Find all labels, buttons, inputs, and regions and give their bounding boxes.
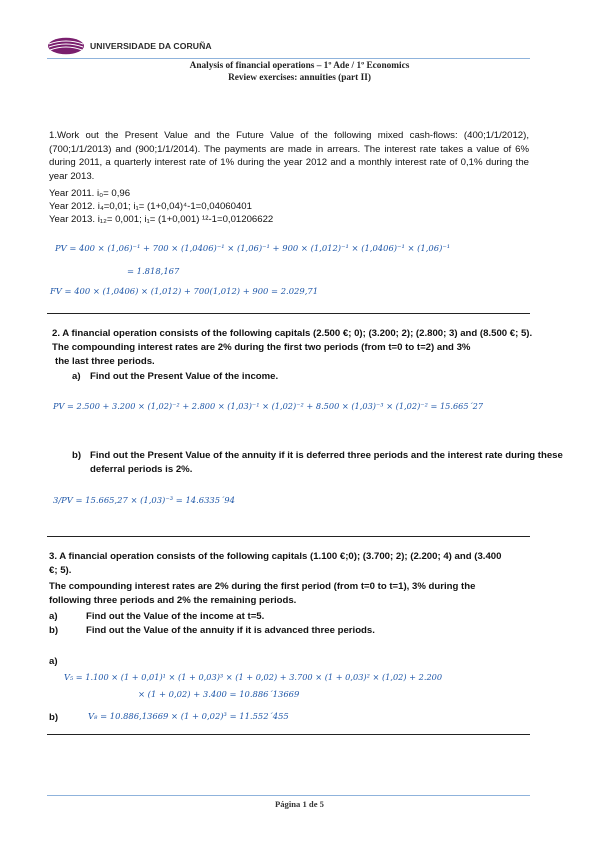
exercise1-rate-2011: Year 2011. i₀= 0,96 bbox=[49, 188, 131, 199]
university-logo bbox=[47, 37, 85, 55]
page-number: Página 1 de 5 bbox=[275, 799, 324, 809]
exercise2-b-label: b) bbox=[72, 450, 82, 461]
exercise2-a-label: a) bbox=[72, 371, 81, 382]
document-title: Analysis of financial operations – 1º Ade / 1º Economics bbox=[189, 61, 410, 71]
section-divider bbox=[47, 734, 530, 735]
university-name: UNIVERSIDADE DA CORUÑA bbox=[90, 41, 212, 51]
exercise2-a-formula: PV = 2.500 + 3.200 × (1,02)⁻² + 2.800 × (1,03)⁻¹ × (1,02)⁻² + 8.500 × (1,03)⁻³ × (1,02)⁻² = 15.665´27 bbox=[53, 401, 484, 411]
exercise3-b-label: b) bbox=[49, 625, 59, 636]
exercise3-answer-b-formula: V₈ = 10.886,13669 × (1 + 0,02)³ = 11.552´455 bbox=[88, 711, 289, 721]
exercise1-rate-2013: Year 2013. i₁₂= 0,001; i₁= (1+0,001) ¹²-1=0,01206622 bbox=[49, 214, 274, 225]
exercise2-statement-line1: 2. A financial operation consists of the following capitals (2.500 €; 0); (3.200; 2); (2.800; 3) and (8.500 €; 5). bbox=[52, 328, 533, 339]
document-subtitle: Review exercises: annuities (part II) bbox=[228, 73, 371, 83]
exercise3-answer-a-formula1: V₅ = 1.100 × (1 + 0,01)¹ × (1 + 0,03)³ × (1 + 0,02) + 3.700 × (1 + 0,03)² × (1,02) + 2.200 bbox=[64, 672, 443, 682]
exercise3-statement-line2: €; 5). bbox=[49, 565, 72, 576]
exercise3-b-text: Find out the Value of the annuity if it is advanced three periods. bbox=[86, 625, 375, 636]
exercise3-a-label: a) bbox=[49, 611, 58, 622]
exercise1-fv-formula: FV = 400 × (1,0406) × (1,012) + 700(1,012) + 900 = 2.029,71 bbox=[50, 286, 319, 296]
footer-divider bbox=[47, 795, 530, 796]
exercise3-answer-a-formula2: × (1 + 0,02) + 3.400 = 10.886´13669 bbox=[138, 689, 300, 699]
exercise2-statement-line2: The compounding interest rates are 2% during the first two periods (from t=0 to t=2) and 3% bbox=[52, 342, 471, 353]
exercise1-pv-result: = 1.818,167 bbox=[127, 266, 180, 276]
exercise3-answer-a-label: a) bbox=[49, 656, 58, 667]
section-divider bbox=[47, 536, 530, 537]
exercise1-statement: 1.Work out the Present Value and the Future Value of the following mixed cash-flows: (400;1/1/2012), (700;1/1/2013) and (900;1/1/2014). The payments are made in arrears. The interest rate takes a value of 6% during 2011, a quarterly interest rate of 1% during the year 2012 and a monthly interest rate of 0,1% during the year 2013. bbox=[49, 130, 529, 182]
exercise3-a-text: Find out the Value of the income at t=5. bbox=[86, 611, 265, 622]
exercise3-statement-line4: following three periods and 2% the remaining periods. bbox=[49, 595, 297, 606]
exercise3-statement-line1: 3. A financial operation consists of the following capitals (1.100 €;0); (3.700; 2); (2.200; 4) and (3.400 bbox=[49, 551, 502, 562]
exercise2-b-text-line1: Find out the Present Value of the annuity if it is deferred three periods and the interest rate during these bbox=[90, 450, 563, 461]
exercise2-b-formula: 3/PV = 15.665,27 × (1,03)⁻³ = 14.6335´94 bbox=[53, 495, 235, 505]
exercise2-statement-line3: the last three periods. bbox=[55, 356, 155, 367]
section-divider bbox=[47, 313, 530, 314]
exercise1-pv-formula: PV = 400 × (1,06)⁻¹ + 700 × (1,0406)⁻¹ × (1,06)⁻¹ + 900 × (1,012)⁻¹ × (1,0406)⁻¹ × (1,06)⁻¹ bbox=[55, 243, 451, 253]
exercise2-b-text-line2: deferral periods is 2%. bbox=[90, 464, 193, 475]
exercise3-statement-line3: The compounding interest rates are 2% during the first period (from t=0 to t=1), 3% during the bbox=[49, 581, 476, 592]
exercise2-a-text: Find out the Present Value of the income. bbox=[90, 371, 279, 382]
header-divider bbox=[47, 58, 530, 59]
exercise3-answer-b-label: b) bbox=[49, 712, 59, 723]
exercise1-rate-2012: Year 2012. i₄=0,01; i₁= (1+0,04)⁴-1=0,04060401 bbox=[49, 201, 252, 212]
